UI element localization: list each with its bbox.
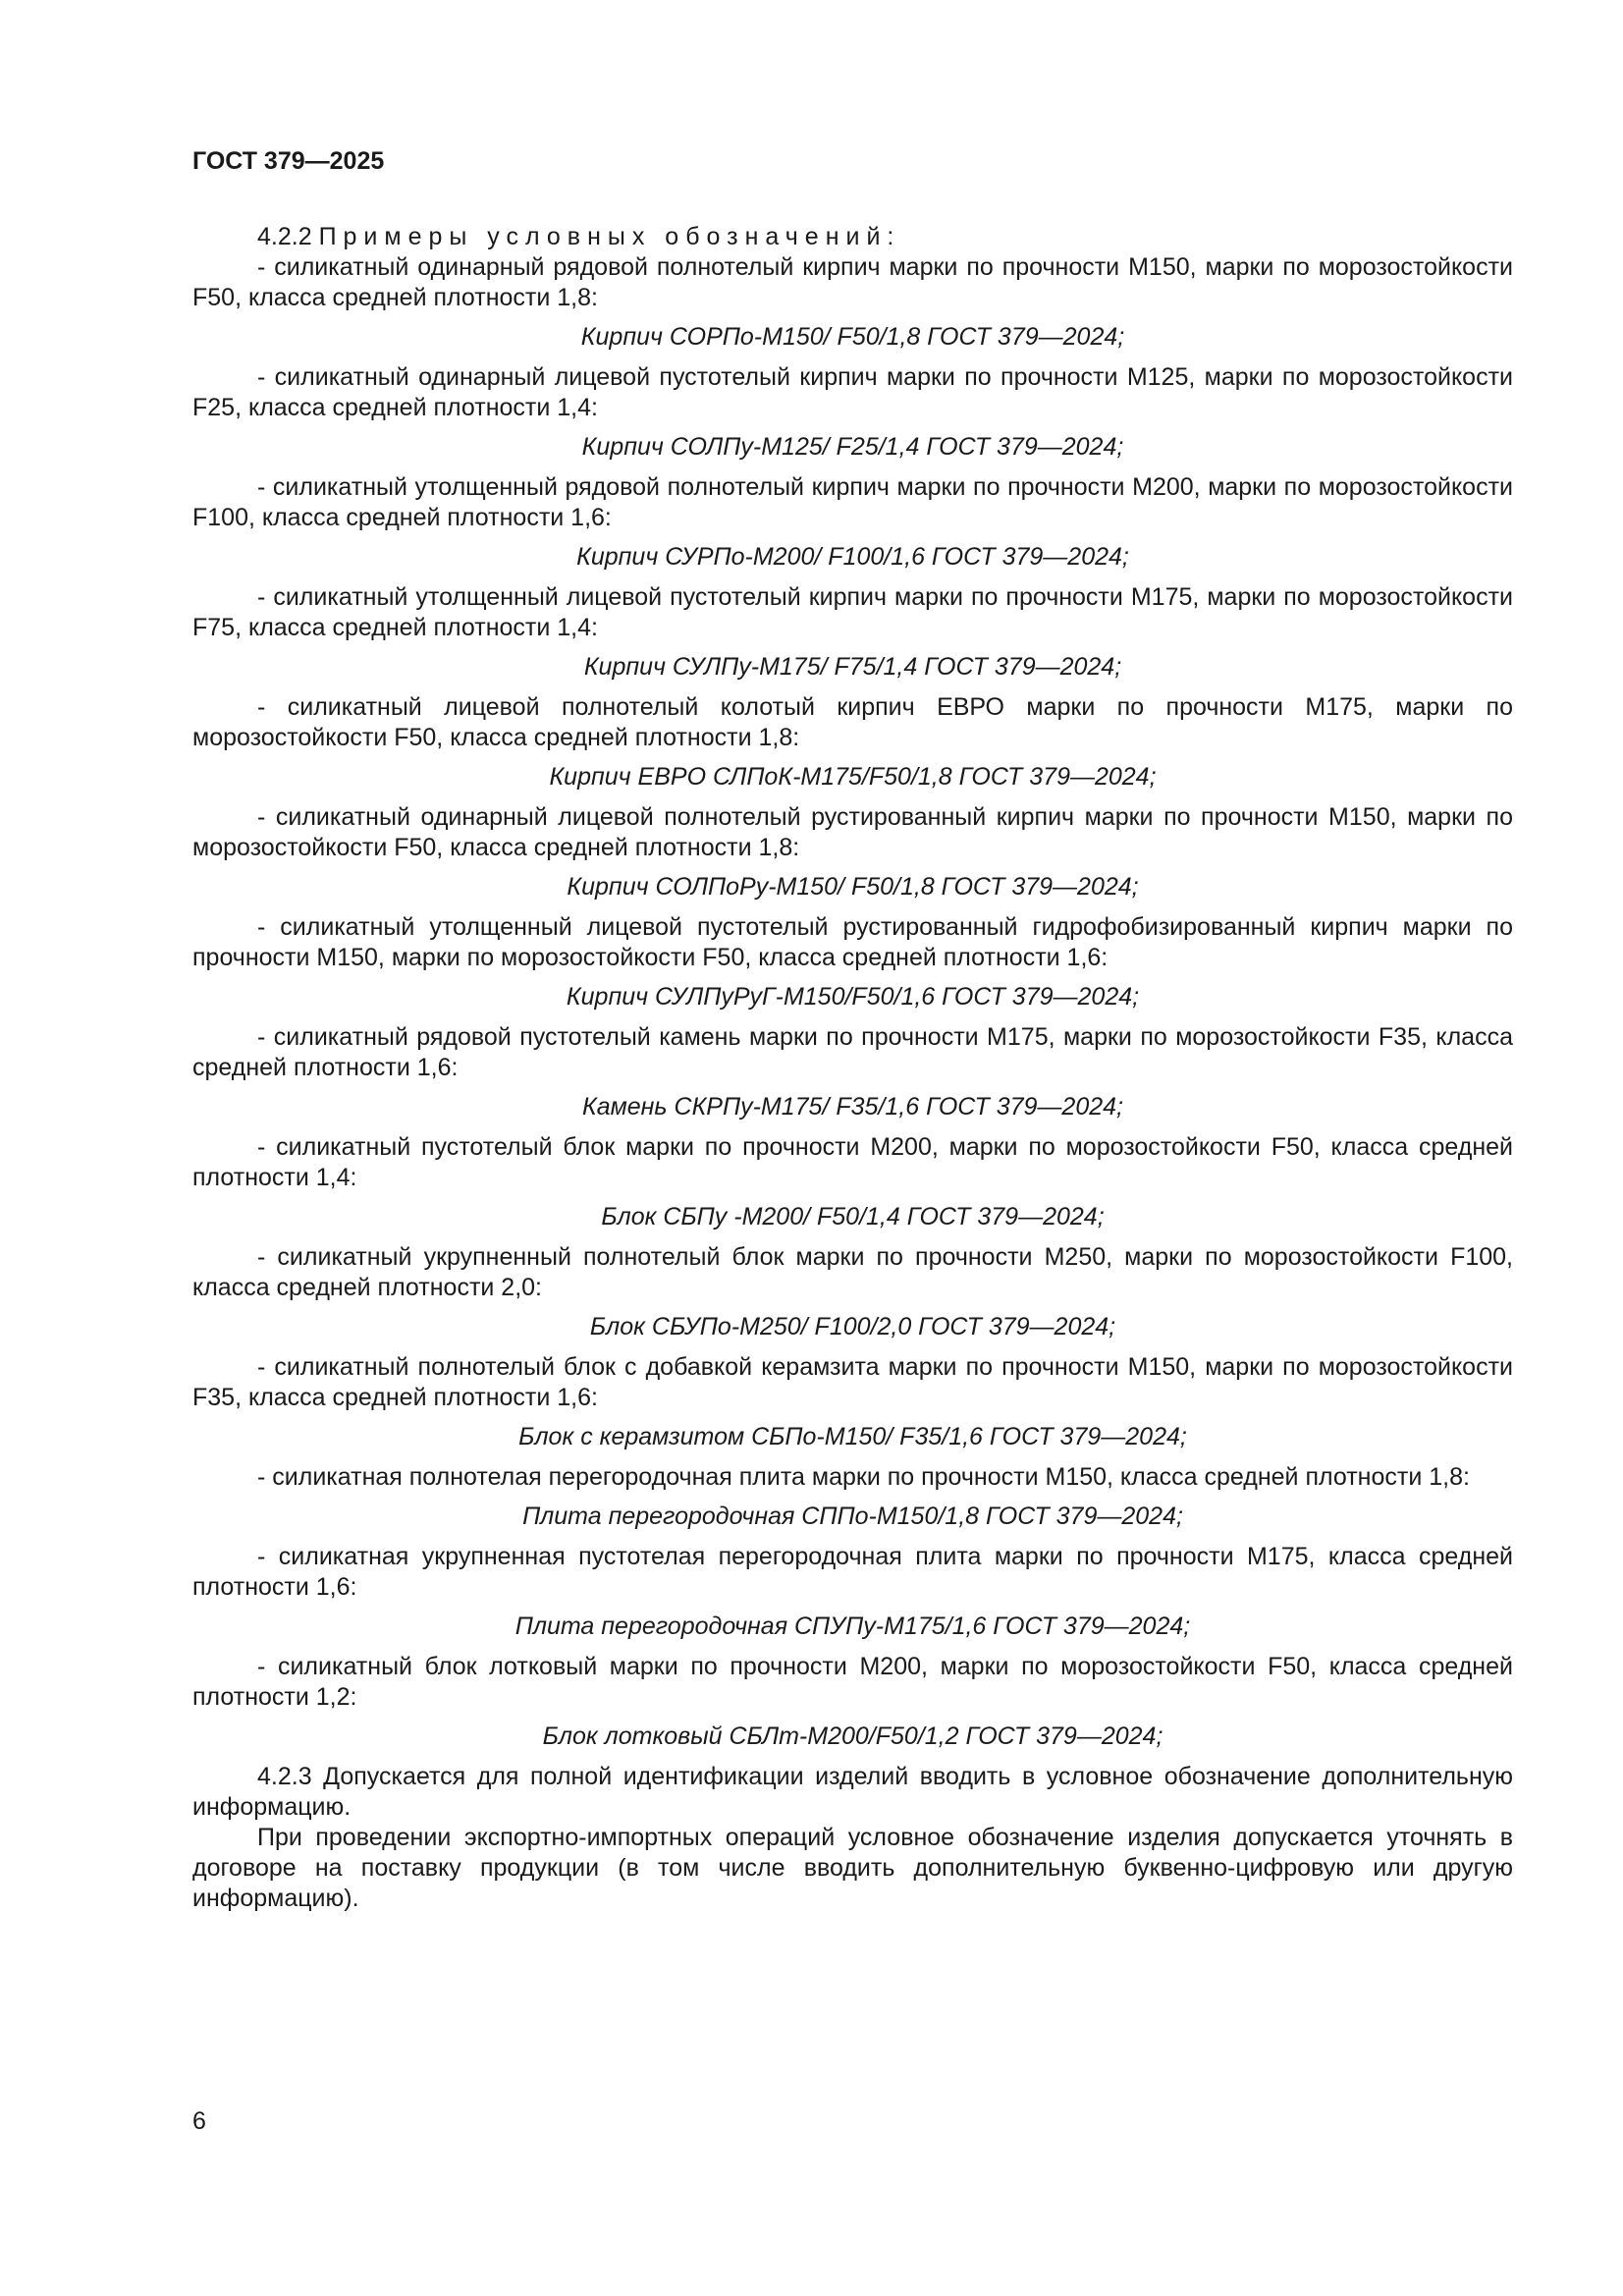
example-code: Блок СБУПо-М250/ F100/2,0 ГОСТ 379—2024; — [589, 1313, 1116, 1340]
example-code: Блок с керамзитом СБПо-М150/ F35/1,6 ГОСТ 379—2024; — [518, 1423, 1187, 1450]
document-header: ГОСТ 379—2025 — [192, 147, 385, 175]
example-code: Кирпич СУЛПу-М175/ F75/1,4 ГОСТ 379—2024; — [583, 653, 1122, 681]
example-code: Кирпич СУРПо-М200/ F100/1,6 ГОСТ 379—2024; — [576, 543, 1129, 571]
page-number: 6 — [192, 2107, 206, 2135]
example-description: - силикатный блок лотковый марки по прочности М200, марки по морозостойкости F50, класса средней плотности 1,2: — [192, 1653, 1513, 1711]
example-description: - силикатный одинарный рядовой полнотелый кирпич марки по прочности М150, марки по морозостойкости F50, класса средней плотности 1,8: — [192, 253, 1513, 311]
example-description: - силикатный рядовой пустотелый камень марки по прочности М175, марки по морозостойкости F35, класса средней плотности 1,6: — [192, 1023, 1513, 1081]
example-code: Кирпич ЕВРО СЛПоК-М175/F50/1,8 ГОСТ 379—2024; — [549, 763, 1157, 791]
section-number: 4.2.2 — [257, 223, 312, 250]
example-description: - силикатный лицевой полнотелый колотый кирпич ЕВРО марки по прочности М175, марки по морозостойкости F50, класса средней плотности 1,8: — [192, 693, 1513, 751]
example-code: Блок лотковый СБЛт-М200/F50/1,2 ГОСТ 379—2024; — [542, 1722, 1163, 1750]
section-title: Примеры условных обозначений: — [318, 223, 901, 250]
document-body — [192, 222, 1513, 1914]
example-description: - силикатный утолщенный рядовой полнотелый кирпич марки по прочности М200, марки по морозостойкости F100, класса средней плотности 1,6: — [192, 473, 1513, 531]
example-description: - силикатный укрупненный полнотелый блок марки по прочности М250, марки по морозостойкости F100, класса средней плотности 2,0: — [192, 1243, 1513, 1301]
example-code: Кирпич СОЛПоРу-М150/ F50/1,8 ГОСТ 379—2024; — [567, 873, 1139, 901]
example-description: - силикатный одинарный лицевой полнотелый рустированный кирпич марки по прочности М150, марки по морозостойкости F50, класса средней плотности 1,8: — [192, 803, 1513, 861]
section-heading — [192, 222, 1513, 252]
example-code: Кирпич СУЛПуРуГ-М150/F50/1,6 ГОСТ 379—2024; — [566, 983, 1140, 1011]
example-description: - силикатный пустотелый блок марки по прочности М200, марки по морозостойкости F50, класса средней плотности 1,4: — [192, 1133, 1513, 1191]
example-description: - силикатный одинарный лицевой пустотелый кирпич марки по прочности М125, марки по морозостойкости F25, класса средней плотности 1,4: — [192, 363, 1513, 421]
paragraph-export: При проведении экспортно-импортных операций условное обозначение изделия допускается уточнять в договоре на поставку продукции (в том числе вводить дополнительную буквенно-цифровую или другую информацию). — [192, 1824, 1513, 1912]
example-description: - силикатная полнотелая перегородочная плита марки по прочности М150, класса средней плотности 1,8: — [257, 1463, 1470, 1491]
example-code: Кирпич СОРПо-М150/ F50/1,8 ГОСТ 379—2024; — [580, 323, 1125, 351]
example-code: Плита перегородочная СППо-М150/1,8 ГОСТ 379—2024; — [522, 1503, 1183, 1530]
example-code: Блок СБПу -М200/ F50/1,4 ГОСТ 379—2024; — [601, 1203, 1105, 1230]
paragraph-4-2-3: 4.2.3 Допускается для полной идентификации изделий вводить в условное обозначение дополнительную информацию. — [192, 1763, 1513, 1821]
example-code: Плита перегородочная СПУПу-М175/1,6 ГОСТ 379—2024; — [514, 1613, 1191, 1640]
example-description: - силикатный утолщенный лицевой пустотелый рустированный гидрофобизированный кирпич марки по прочности М150, марки по морозостойкости F50, класса средней плотности 1,6: — [192, 913, 1513, 971]
example-code: Кирпич СОЛПу-М125/ F25/1,4 ГОСТ 379—2024; — [581, 433, 1124, 461]
example-description: - силикатный утолщенный лицевой пустотелый кирпич марки по прочности М175, марки по морозостойкости F75, класса средней плотности 1,4: — [192, 583, 1513, 641]
example-description: - силикатная укрупненная пустотелая перегородочная плита марки по прочности М175, класса средней плотности 1,6: — [192, 1543, 1513, 1601]
example-description: - силикатный полнотелый блок с добавкой керамзита марки по прочности М150, марки по морозостойкости F35, класса средней плотности 1,6: — [192, 1353, 1513, 1411]
example-code: Камень СКРПу-М175/ F35/1,6 ГОСТ 379—2024; — [581, 1093, 1123, 1121]
